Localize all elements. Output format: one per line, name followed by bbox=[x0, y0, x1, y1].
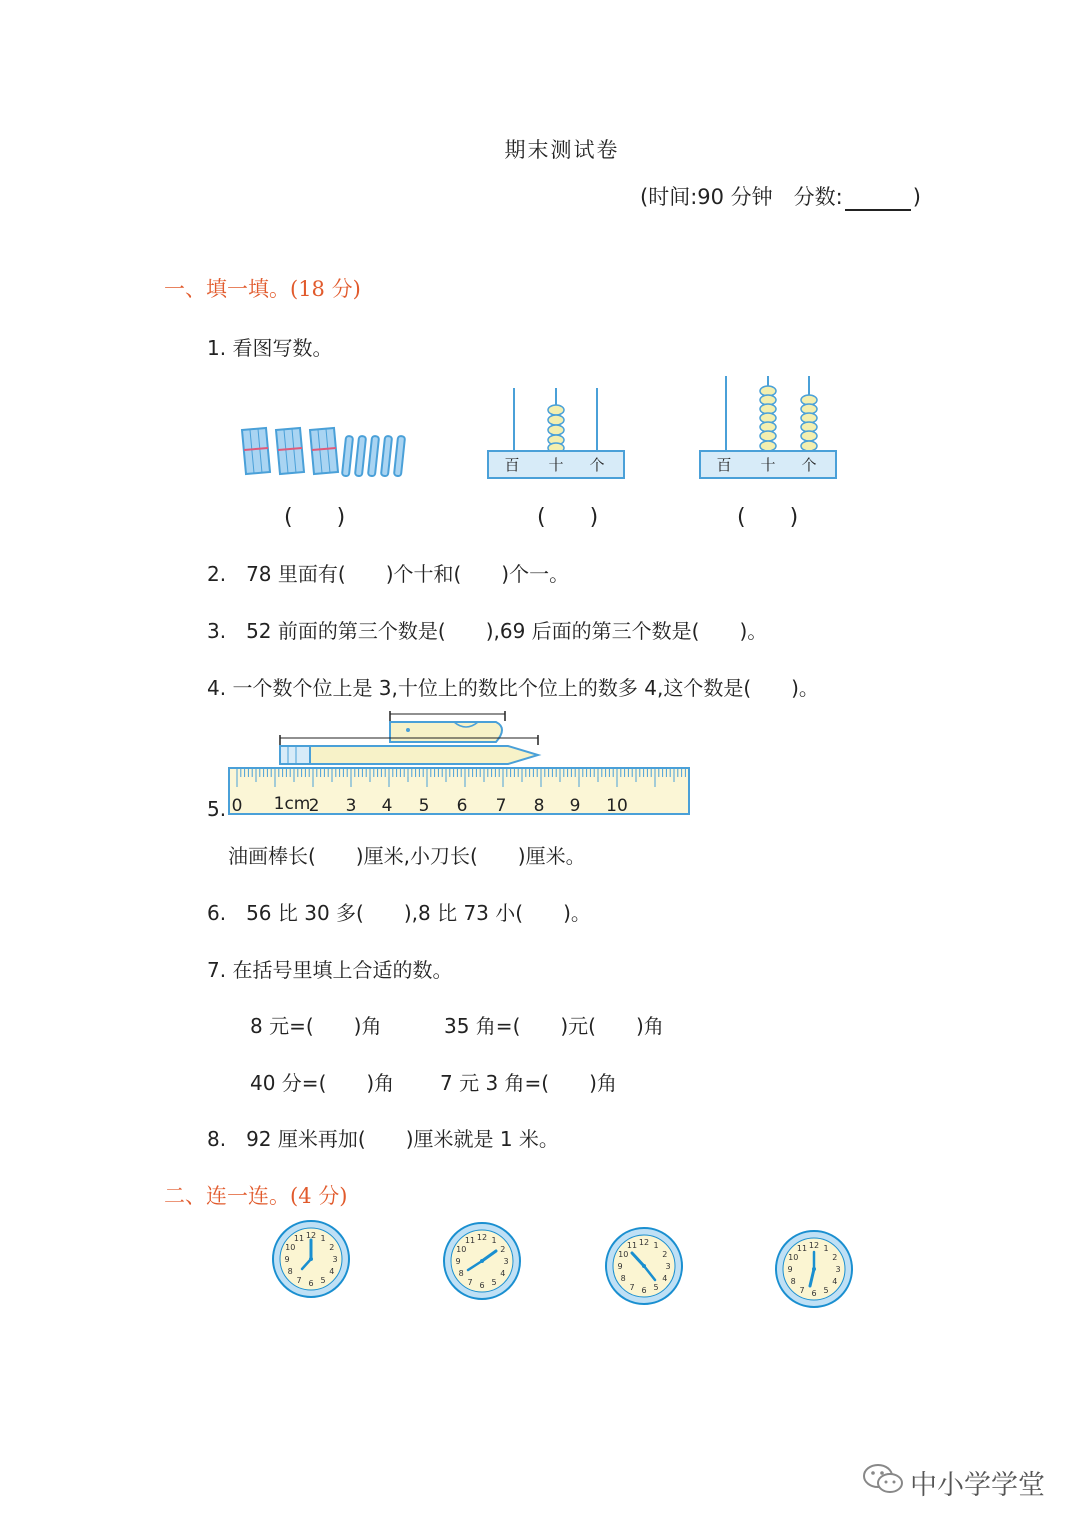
bead bbox=[548, 405, 564, 415]
ruler-label: 7 bbox=[495, 796, 507, 816]
stick-bundle bbox=[310, 428, 338, 474]
clock-number: 3 bbox=[835, 1265, 841, 1274]
clock-number: 11 bbox=[626, 1241, 638, 1251]
question-8: 8. 92 厘米再加( )厘米就是 1 米。 bbox=[207, 1127, 559, 1151]
clock-number: 6 bbox=[811, 1289, 817, 1298]
clock[interactable] bbox=[773, 1228, 855, 1310]
abacus-label-ones: 个 bbox=[589, 456, 605, 474]
knife bbox=[390, 711, 505, 742]
ruler-label: 9 bbox=[569, 796, 581, 816]
bead bbox=[801, 431, 817, 441]
clock-number: 8 bbox=[620, 1274, 626, 1283]
question-2: 2. 78 里面有( )个十和( )个一。 bbox=[207, 562, 570, 586]
time-score-label: (时间:90 分钟 分数: bbox=[640, 185, 843, 209]
clock-number: 8 bbox=[790, 1277, 796, 1286]
watermark-text: 中小学学堂 bbox=[910, 1470, 1045, 1501]
question-5-number: 5. bbox=[207, 797, 227, 821]
ruler-label: 0 bbox=[231, 796, 243, 816]
clock-number: 6 bbox=[308, 1279, 314, 1288]
question-7: 7. 在括号里填上合适的数。 bbox=[207, 958, 453, 982]
ruler-label: 10 bbox=[606, 796, 628, 816]
ruler-label: 8 bbox=[533, 796, 545, 816]
abacus-2 bbox=[698, 374, 838, 482]
question-7-item: 40 分=( )角 bbox=[250, 1071, 395, 1095]
section-1-heading: 一、填一填。(18 分) bbox=[164, 277, 361, 301]
bead bbox=[801, 441, 817, 451]
clock-number: 4 bbox=[832, 1277, 838, 1286]
ruler-label: 4 bbox=[381, 796, 393, 816]
clock-number: 7 bbox=[629, 1282, 635, 1292]
abacus-label-tens: 十 bbox=[548, 456, 564, 474]
question-7-item: 8 元=( )角 bbox=[250, 1014, 382, 1038]
clock-number: 1 bbox=[653, 1241, 659, 1251]
wechat-icon bbox=[862, 1462, 904, 1503]
clock-number: 6 bbox=[641, 1286, 647, 1295]
clock-number: 7 bbox=[467, 1277, 473, 1287]
clock-number: 5 bbox=[653, 1282, 659, 1292]
bead bbox=[548, 425, 564, 435]
clock-number: 2 bbox=[500, 1245, 506, 1254]
clock-number: 3 bbox=[332, 1255, 338, 1264]
single-stick bbox=[381, 436, 392, 477]
abacus-label-hundreds: 百 bbox=[716, 456, 732, 474]
single-stick bbox=[355, 436, 366, 477]
clock-number: 7 bbox=[296, 1275, 302, 1285]
clock-number: 11 bbox=[464, 1236, 476, 1246]
question-7-item: 35 角=( )元( )角 bbox=[444, 1014, 664, 1038]
single-stick bbox=[342, 436, 353, 477]
score-blank[interactable] bbox=[845, 189, 911, 211]
section-2-heading: 二、连一连。(4 分) bbox=[164, 1184, 348, 1208]
clock-number: 4 bbox=[329, 1267, 335, 1276]
clock-number: 9 bbox=[617, 1262, 623, 1271]
abacus-label-hundreds: 百 bbox=[504, 456, 520, 474]
answer-paren-3[interactable]: ( ) bbox=[737, 505, 799, 530]
clock[interactable] bbox=[603, 1225, 685, 1307]
clock-number: 1 bbox=[491, 1236, 497, 1246]
question-5: 油画棒长( )厘米,小刀长( )厘米。 bbox=[228, 844, 586, 868]
clock-number: 4 bbox=[500, 1269, 506, 1278]
bead bbox=[548, 415, 564, 425]
ruler-label: 6 bbox=[456, 796, 468, 816]
clock-number: 9 bbox=[455, 1257, 461, 1266]
clock-number: 10 bbox=[456, 1245, 467, 1254]
bead bbox=[760, 431, 776, 441]
clock-number: 7 bbox=[799, 1285, 805, 1295]
clock-number: 12 bbox=[476, 1233, 488, 1242]
clock-number: 8 bbox=[287, 1267, 293, 1276]
clock-number: 1 bbox=[320, 1234, 326, 1244]
clock-number: 4 bbox=[662, 1274, 668, 1283]
question-4: 4. 一个数个位上是 3,十位上的数比个位上的数多 4,这个数是( )。 bbox=[207, 676, 819, 700]
question-6: 6. 56 比 30 多( ),8 比 73 小( )。 bbox=[207, 901, 591, 925]
clock-number: 5 bbox=[491, 1277, 497, 1287]
clock[interactable] bbox=[441, 1220, 523, 1302]
clock-number: 8 bbox=[458, 1269, 464, 1278]
single-stick bbox=[394, 436, 405, 477]
clock-number: 11 bbox=[293, 1234, 305, 1244]
clock-number: 2 bbox=[329, 1243, 335, 1252]
clock-number: 6 bbox=[479, 1281, 485, 1290]
time-score-close: ) bbox=[912, 185, 921, 209]
clock-number: 3 bbox=[503, 1257, 509, 1266]
clock-number: 9 bbox=[284, 1255, 290, 1264]
abacus-1 bbox=[486, 386, 626, 482]
sticks-bundles-figure bbox=[236, 420, 416, 480]
question-1: 1. 看图写数。 bbox=[207, 336, 333, 360]
clock-number: 5 bbox=[320, 1275, 326, 1285]
clock-number: 12 bbox=[808, 1241, 820, 1250]
page-title: 期末测试卷 bbox=[504, 138, 620, 162]
stick-bundle bbox=[276, 428, 304, 474]
ruler-label: 2 bbox=[308, 796, 320, 816]
answer-paren-1[interactable]: ( ) bbox=[284, 505, 346, 530]
clock-number: 5 bbox=[823, 1285, 829, 1295]
clock-number: 12 bbox=[305, 1231, 317, 1240]
clock-number: 1 bbox=[823, 1244, 829, 1254]
clock-number: 9 bbox=[787, 1265, 793, 1274]
single-stick bbox=[368, 436, 379, 477]
abacus-label-tens: 十 bbox=[760, 456, 776, 474]
clock-number: 3 bbox=[665, 1262, 671, 1271]
clock-number: 2 bbox=[832, 1253, 838, 1262]
answer-paren-2[interactable]: ( ) bbox=[537, 505, 599, 530]
clock-number: 12 bbox=[638, 1238, 650, 1247]
watermark bbox=[862, 1462, 1045, 1503]
clock-number: 2 bbox=[662, 1250, 668, 1259]
clock-number: 11 bbox=[796, 1244, 808, 1254]
ruler-label: 5 bbox=[418, 796, 430, 816]
clock-number: 10 bbox=[788, 1253, 799, 1262]
ruler-label: 1cm bbox=[273, 794, 311, 814]
clock[interactable] bbox=[270, 1218, 352, 1300]
question-7-item: 7 元 3 角=( )角 bbox=[440, 1071, 617, 1095]
ruler-figure bbox=[226, 708, 692, 820]
abacus-label-ones: 个 bbox=[801, 456, 817, 474]
bead bbox=[760, 441, 776, 451]
time-score-info bbox=[640, 181, 921, 211]
ruler-label: 3 bbox=[345, 796, 357, 816]
question-3: 3. 52 前面的第三个数是( ),69 后面的第三个数是( )。 bbox=[207, 619, 768, 643]
stick-bundle bbox=[242, 428, 270, 474]
clock-number: 10 bbox=[618, 1250, 629, 1259]
clock-number: 10 bbox=[285, 1243, 296, 1252]
